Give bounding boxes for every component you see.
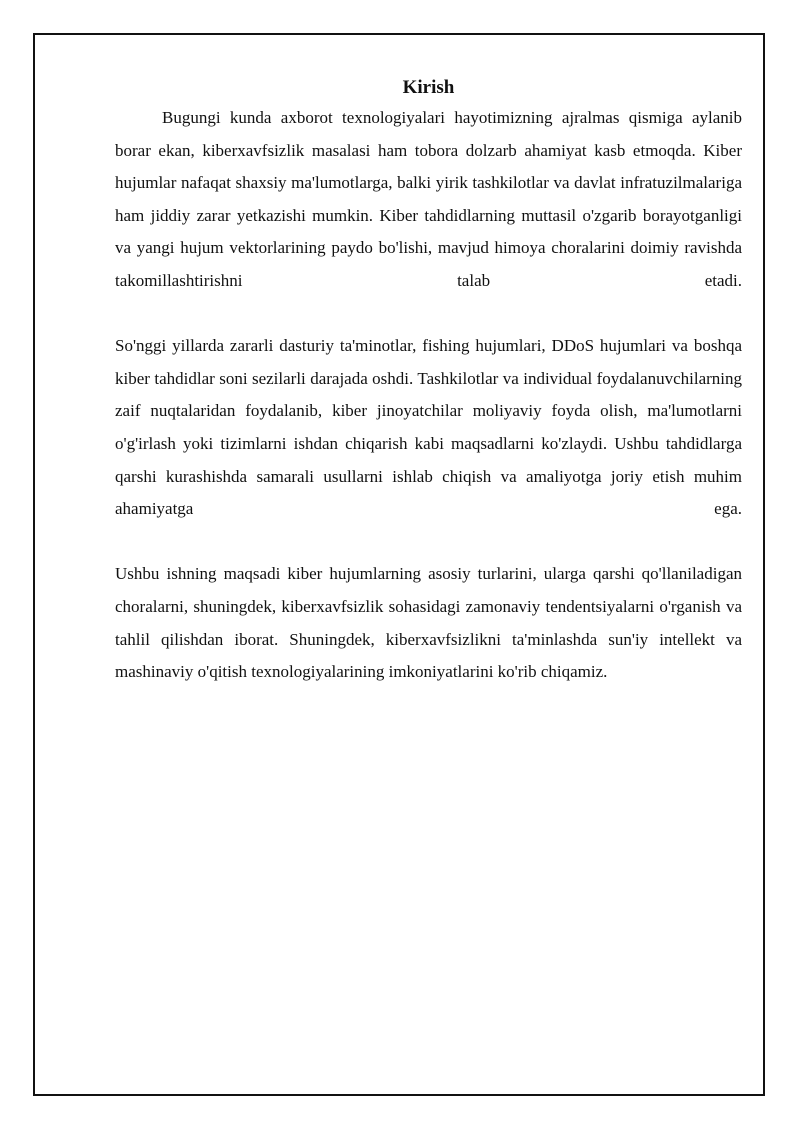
paragraph-goal: Ushbu ishning maqsadi kiber hujumlarning asosiy turlarini, ularga qarshi qo'llaniladigan choralarni, shuningdek, kiberxavfsizlik sohasidagi zamonaviy tendentsiyalarni o'rganish va tahlil qilishdan iborat. Shuningdek, kiberxavfsizlikni ta'minlashda sun'iy intellekt va mashinaviy o'qitish texnologiyalarining imkoniyatlarini ko'rib chiqamiz. (115, 564, 742, 682)
paragraph-intro: Bugungi kunda axborot texnologiyalari hayotimizning ajralmas qismiga aylanib borar ekan, kiberxavfsizlik masalasi ham tobora dolzarb ahamiyat kasb etmoqda. Kiber hujumlar nafaqat shaxsiy ma'lumotlarga, balki yirik tashkilotlar va davlat infratuzilmalariga ham jiddiy zarar yetkazishi mumkin. Kiber tahdidlarning muttasil o'zgarib borayotganligi va yangi hujum vektorlarining paydo bo'lishi, mavjud himoya choralarini doimiy ravishda takomillashtirishni talab etadi. (115, 108, 742, 290)
paragraph-spacer (115, 526, 742, 559)
paragraph-spacer (115, 298, 742, 331)
paragraph-threats: So'nggi yillarda zararli dasturiy ta'minotlar, fishing hujumlari, DDoS hujumlari va boshqa kiber tahdidlar soni sezilarli darajada oshdi. Tashkilotlar va individual foydalanuvchilarning zaif nuqtalaridan foydalanib, kiber jinoyatchilar moliyaviy foyda olish, ma'lumotlarni o'g'irlash yoki tizimlarni ishdan chiqarish kabi maqsadlarni ko'zlaydi. Ushbu tahdidlarga qarshi kurashishda samarali usullarni ishlab chiqish va amaliyotga joriy etish muhim ahamiyatga ega. (115, 336, 742, 519)
document-body (115, 74, 742, 689)
document-title: Kirish (402, 77, 455, 98)
